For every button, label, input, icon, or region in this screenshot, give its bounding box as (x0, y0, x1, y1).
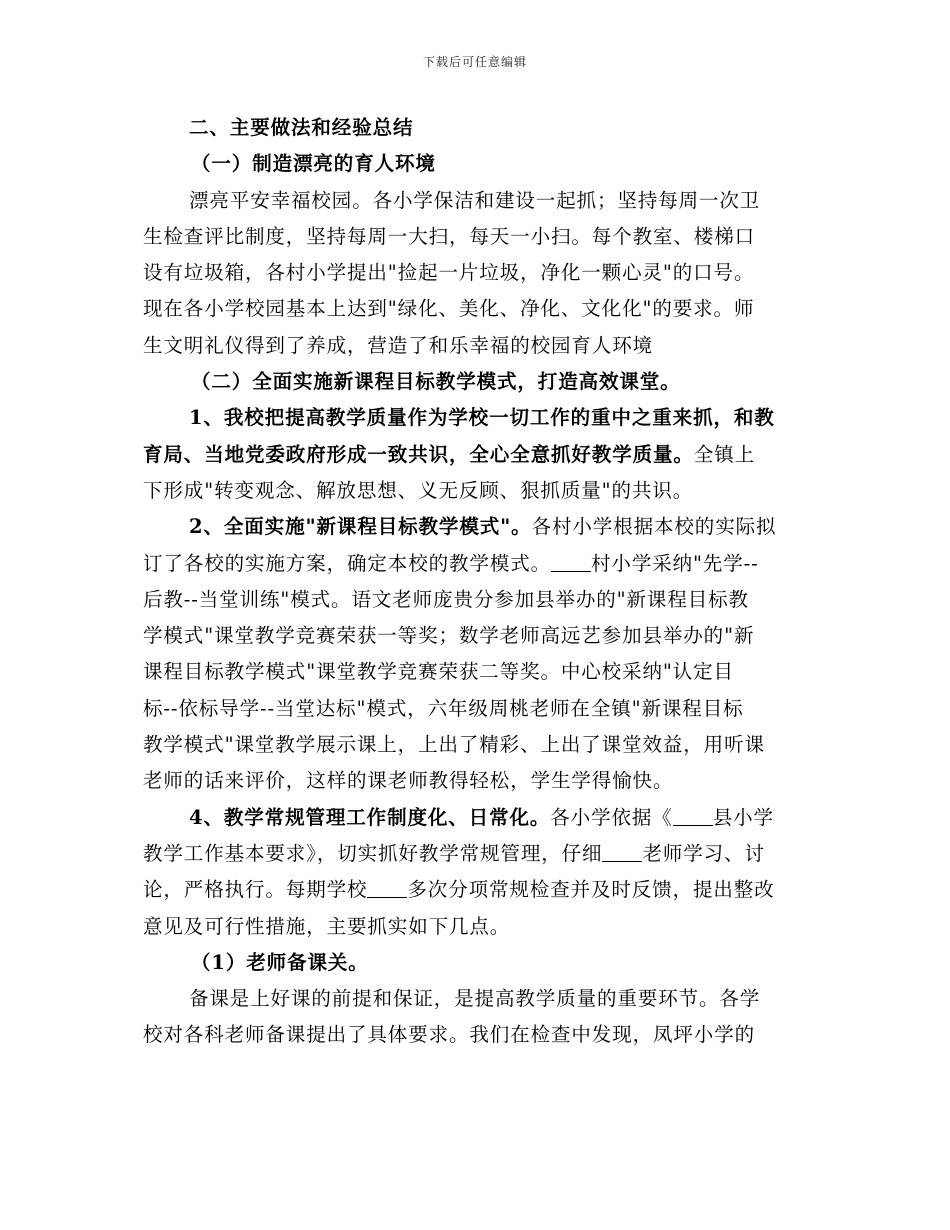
subsection-heading-3: （1）老师备课关。 (191, 950, 369, 974)
paragraph-line: 下形成"转变观念、解放思想、义无反顾、狠抓质量"的共识。 (143, 478, 694, 502)
bold-text: 4、教学常规管理工作制度化、日常化。 (189, 805, 551, 829)
document-body (143, 110, 813, 1054)
blank-underline (673, 805, 713, 826)
text: 教学工作基本要求》，切实抓好教学常规管理，仔细 (143, 841, 603, 865)
text: 各小学依据《 (550, 805, 673, 829)
paragraph-line: 标--依标导学--当堂达标"模式，六年级周桃老师在全镇"新课程目标 (143, 696, 744, 720)
text: 订了各校的实施方案，确定本校的教学模式。 (143, 551, 552, 575)
paragraph-line (143, 800, 813, 836)
paragraph-line: 1、我校把提高教学质量作为学校一切工作的重中之重来抓，和教 (189, 406, 775, 430)
paragraph-line: 校对各科老师备课提出了具体要求。我们在检查中发现，凤坪小学的 (143, 1023, 756, 1047)
paragraph-line (143, 872, 813, 908)
paragraph-line: 课程目标教学模式"课堂教学竞赛荣获二等奖。中心校采纳"认定目 (143, 660, 734, 684)
paragraph-line (143, 836, 813, 872)
paragraph-line: 生检查评比制度，坚持每周一大扫，每天一小扫。每个教室、楼梯口 (143, 224, 756, 248)
text: 村小学采纳"先学-- (591, 551, 759, 575)
text: 论，严格执行。每期学校 (143, 878, 368, 902)
paragraph-line (143, 546, 813, 582)
paragraph-line: 现在各小学校园基本上达到"绿化、美化、净化、文化化"的要求。师 (143, 297, 755, 321)
text: 全镇上 (693, 442, 756, 466)
paragraph-line: 学模式"课堂教学竞赛荣获一等奖；数学老师高远艺参加县举办的"新 (143, 624, 755, 648)
paragraph-line: 漂亮平安幸福校园。各小学保洁和建设一起抓；坚持每周一次卫 (189, 188, 761, 212)
paragraph-line: 后教--当堂训练"模式。语文老师庞贵分参加县举办的"新课程目标教 (143, 587, 749, 611)
paragraph-line: 老师的话来评价，这样的课老师教得轻松，学生学得愉快。 (143, 769, 674, 793)
paragraph-line: 教学模式"课堂教学展示课上，上出了精彩、上出了课堂效益，用听课 (143, 733, 765, 757)
subsection-heading-1: （一）制造漂亮的育人环境 (191, 152, 436, 176)
blank-underline (551, 551, 591, 572)
paragraph-line: 意见及可行性措施，主要抓实如下几点。 (143, 914, 511, 938)
text: 各村小学根据本校的实际拟 (531, 515, 777, 539)
bold-text: 2、全面实施"新课程目标教学模式"。 (189, 515, 532, 539)
bold-text: 育局、当地党委政府形成一致共识，全心全意抓好教学质量。 (143, 442, 694, 466)
paragraph-line: 设有垃圾箱，各村小学提出"捡起一片垃圾，净化一颗心灵"的口号。 (143, 261, 755, 285)
blank-underline (367, 878, 407, 899)
paragraph-line: 备课是上好课的前提和保证，是提高教学质量的重要环节。各学 (189, 987, 761, 1011)
text: 县小学 (712, 805, 774, 829)
text: 老师学习、讨 (642, 841, 765, 865)
page-header: 下载后可任意编辑 (422, 55, 527, 69)
blank-underline (602, 841, 642, 862)
subsection-heading-2: （二）全面实施新课程目标教学模式，打造高效课堂。 (191, 370, 681, 394)
text: 多次分项常规检查并及时反馈，提出整改 (407, 878, 775, 902)
paragraph-line (143, 509, 813, 545)
section-heading: 二、主要做法和经验总结 (189, 116, 414, 139)
paragraph-line: 生文明礼仪得到了养成，营造了和乐幸福的校园育人环境 (143, 333, 654, 357)
paragraph-line (143, 437, 813, 473)
